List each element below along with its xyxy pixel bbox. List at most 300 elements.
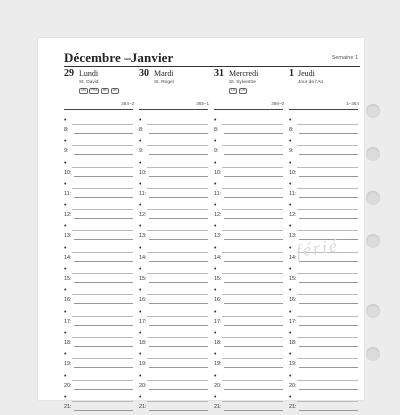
half-hour-bullet: • — [289, 180, 292, 188]
day-count: 365–1 — [196, 101, 209, 106]
hour-line — [149, 367, 208, 368]
hour-label: 21: — [289, 403, 297, 410]
hour-slot[interactable] — [64, 117, 133, 138]
hour-slot[interactable] — [64, 309, 133, 330]
hour-label: 16: — [289, 297, 297, 304]
hour-slot[interactable] — [214, 351, 283, 372]
day-number: 1 — [289, 68, 294, 79]
hour-line — [224, 346, 283, 347]
hour-label: 16: — [214, 297, 222, 304]
half-hour-line — [147, 145, 208, 146]
half-hour-bullet: • — [64, 351, 67, 359]
half-hour-bullet: • — [64, 308, 67, 316]
hour-slot[interactable] — [139, 117, 208, 138]
hour-label: 17: — [64, 318, 72, 325]
hour-line — [299, 133, 358, 134]
half-hour-line — [147, 401, 208, 402]
hour-line — [224, 282, 283, 283]
hour-line — [224, 133, 283, 134]
hour-label: 11: — [214, 190, 222, 197]
hour-line — [224, 325, 283, 326]
hour-label: 13: — [289, 233, 297, 240]
country-badge: LU — [231, 88, 236, 92]
hour-slot[interactable] — [64, 394, 133, 415]
hour-slot[interactable] — [139, 160, 208, 181]
hour-slot[interactable] — [64, 351, 133, 372]
half-hour-bullet: • — [214, 223, 217, 231]
hour-label: 13: — [64, 233, 72, 240]
diary-page — [38, 38, 364, 410]
half-hour-bullet: • — [64, 266, 67, 274]
hour-label: 13: — [139, 233, 147, 240]
half-hour-line — [72, 230, 133, 231]
half-hour-line — [72, 188, 133, 189]
binder-hole — [366, 191, 380, 205]
hour-line — [74, 239, 133, 240]
time-slots — [289, 117, 358, 415]
half-hour-bullet: • — [139, 244, 142, 252]
half-hour-bullet: • — [214, 287, 217, 295]
day-header — [64, 68, 136, 114]
hour-line — [299, 154, 358, 155]
half-hour-line — [222, 273, 283, 274]
hour-slot[interactable] — [289, 373, 358, 394]
half-hour-line — [222, 337, 283, 338]
half-hour-line — [72, 167, 133, 168]
hour-label: 21: — [64, 403, 72, 410]
hour-label: 11: — [64, 190, 72, 197]
half-hour-bullet: • — [139, 393, 142, 401]
hour-slot[interactable] — [214, 309, 283, 330]
hour-label: 12: — [64, 212, 72, 219]
day-column — [214, 68, 286, 408]
day-divider — [289, 109, 358, 110]
week-number: Semaine 1 — [331, 55, 358, 61]
holiday-watermark: férié — [294, 235, 341, 261]
half-hour-bullet: • — [289, 202, 292, 210]
binder-hole — [366, 347, 380, 361]
hour-line — [149, 303, 208, 304]
half-hour-bullet: • — [139, 287, 142, 295]
binder-hole — [366, 147, 380, 161]
hour-slot[interactable] — [289, 181, 358, 202]
hour-label: 9: — [139, 148, 144, 155]
half-hour-bullet: • — [289, 244, 292, 252]
hour-line — [224, 303, 283, 304]
hour-slot[interactable] — [139, 351, 208, 372]
hour-line — [299, 303, 358, 304]
half-hour-line — [297, 188, 358, 189]
half-hour-line — [297, 273, 358, 274]
day-header — [139, 68, 211, 114]
half-hour-line — [147, 380, 208, 381]
country-badge: DE — [112, 88, 118, 92]
saint-name: St. Sylvestre — [229, 80, 256, 85]
hour-slot[interactable] — [289, 202, 358, 223]
hour-line — [149, 346, 208, 347]
half-hour-line — [297, 401, 358, 402]
hour-slot[interactable] — [214, 330, 283, 351]
hour-slot[interactable] — [214, 287, 283, 308]
holiday-badges — [229, 88, 249, 94]
half-hour-line — [297, 209, 358, 210]
hour-line — [149, 197, 208, 198]
page-title: Décembre –Janvier — [64, 50, 174, 65]
hour-label: 16: — [64, 297, 72, 304]
hour-label: 8: — [214, 127, 219, 133]
half-hour-line — [222, 316, 283, 317]
hour-line — [224, 367, 283, 368]
half-hour-bullet: • — [214, 372, 217, 380]
hour-line — [299, 346, 358, 347]
half-hour-bullet: • — [139, 202, 142, 210]
half-hour-bullet: • — [214, 117, 217, 124]
hour-slot[interactable] — [214, 117, 283, 138]
half-hour-line — [147, 167, 208, 168]
saint-name: St. David — [79, 80, 99, 85]
half-hour-line — [222, 358, 283, 359]
hour-label: 10: — [64, 169, 72, 176]
half-hour-line — [222, 145, 283, 146]
hour-line — [299, 389, 358, 390]
day-number: 31 — [214, 68, 224, 79]
day-divider — [64, 109, 133, 110]
hour-slot[interactable] — [214, 373, 283, 394]
half-hour-bullet: • — [64, 223, 67, 231]
half-hour-bullet: • — [289, 159, 292, 167]
day-name: Mercredi — [229, 69, 259, 78]
hour-label: 12: — [139, 212, 147, 219]
hour-line — [149, 282, 208, 283]
hour-label: 18: — [139, 339, 147, 346]
hour-line — [74, 346, 133, 347]
half-hour-bullet: • — [289, 329, 292, 337]
half-hour-line — [147, 294, 208, 295]
hour-slot[interactable] — [289, 266, 358, 287]
hour-slot[interactable] — [214, 181, 283, 202]
hour-label: 18: — [64, 339, 72, 346]
day-number: 29 — [64, 68, 74, 79]
hour-line — [299, 367, 358, 368]
hour-slot[interactable] — [139, 309, 208, 330]
hour-slot[interactable] — [139, 245, 208, 266]
hour-slot[interactable] — [64, 330, 133, 351]
hour-label: 8: — [139, 127, 144, 133]
hour-label: 18: — [214, 339, 222, 346]
hour-label: 19: — [214, 361, 222, 368]
hour-slot[interactable] — [64, 373, 133, 394]
time-slots — [139, 117, 208, 415]
half-hour-line — [222, 167, 283, 168]
half-hour-bullet: • — [64, 159, 67, 167]
hour-label: 10: — [214, 169, 222, 176]
day-name: Jeudi — [298, 69, 315, 78]
half-hour-line — [147, 209, 208, 210]
half-hour-line — [222, 188, 283, 189]
hour-line — [224, 218, 283, 219]
hour-label: 10: — [139, 169, 147, 176]
hour-slot[interactable] — [139, 330, 208, 351]
hour-slot[interactable] — [139, 181, 208, 202]
day-column — [64, 68, 136, 408]
day-count: 1–364 — [346, 101, 359, 106]
hour-line — [149, 410, 208, 411]
half-hour-bullet: • — [64, 180, 67, 188]
country-badge: BE — [102, 88, 108, 92]
hour-slot[interactable] — [214, 394, 283, 415]
day-name: Lundi — [79, 69, 99, 78]
hour-label: 20: — [289, 382, 297, 389]
half-hour-line — [72, 401, 133, 402]
hour-line — [149, 261, 208, 262]
binder-holes — [366, 0, 382, 400]
half-hour-line — [222, 252, 283, 253]
half-hour-bullet: • — [64, 202, 67, 210]
half-hour-bullet: • — [289, 372, 292, 380]
half-hour-line — [72, 358, 133, 359]
hour-slot[interactable] — [214, 266, 283, 287]
half-hour-bullet: • — [139, 117, 142, 124]
hour-line — [149, 154, 208, 155]
hour-slot[interactable] — [289, 117, 358, 138]
hour-label: 9: — [214, 148, 219, 155]
half-hour-line — [147, 124, 208, 125]
hour-label: 19: — [64, 361, 72, 368]
hour-label: 11: — [289, 190, 297, 197]
hour-line — [149, 176, 208, 177]
hour-line — [299, 325, 358, 326]
hour-slot[interactable] — [214, 160, 283, 181]
day-header — [214, 68, 286, 114]
country-badge: GB — [81, 88, 86, 92]
hour-line — [74, 133, 133, 134]
hour-slot[interactable] — [139, 202, 208, 223]
half-hour-line — [297, 380, 358, 381]
hour-line — [74, 154, 133, 155]
hour-slot[interactable] — [289, 351, 358, 372]
hour-label: 13: — [214, 233, 222, 240]
half-hour-line — [297, 294, 358, 295]
half-hour-bullet: • — [139, 223, 142, 231]
half-hour-bullet: • — [139, 308, 142, 316]
hour-slot[interactable] — [64, 202, 133, 223]
half-hour-bullet: • — [214, 244, 217, 252]
hour-label: 15: — [214, 276, 222, 283]
hour-label: 20: — [139, 382, 147, 389]
half-hour-line — [297, 230, 358, 231]
half-hour-line — [72, 273, 133, 274]
hour-line — [149, 389, 208, 390]
hour-label: 8: — [289, 127, 294, 133]
half-hour-bullet: • — [139, 329, 142, 337]
hour-slot[interactable] — [139, 287, 208, 308]
hour-slot[interactable] — [289, 394, 358, 415]
half-hour-line — [297, 337, 358, 338]
hour-slot[interactable] — [214, 245, 283, 266]
half-hour-bullet: • — [64, 138, 67, 146]
half-hour-line — [72, 145, 133, 146]
hour-label: 21: — [139, 403, 147, 410]
half-hour-bullet: • — [64, 244, 67, 252]
hour-label: 8: — [64, 127, 69, 133]
hour-label: 14: — [214, 254, 222, 261]
day-divider — [214, 109, 283, 110]
hour-slot[interactable] — [139, 223, 208, 244]
hour-line — [299, 218, 358, 219]
half-hour-line — [222, 124, 283, 125]
hour-slot[interactable] — [64, 181, 133, 202]
hour-slot[interactable] — [289, 309, 358, 330]
hour-slot[interactable] — [139, 138, 208, 159]
holiday-badges — [79, 88, 121, 94]
hour-slot[interactable] — [64, 138, 133, 159]
hour-slot[interactable] — [139, 266, 208, 287]
hour-slot[interactable] — [289, 138, 358, 159]
half-hour-bullet: • — [139, 180, 142, 188]
half-hour-line — [147, 188, 208, 189]
half-hour-bullet: • — [214, 351, 217, 359]
hour-label: 20: — [214, 382, 222, 389]
half-hour-line — [297, 167, 358, 168]
hour-line — [74, 303, 133, 304]
half-hour-bullet: • — [64, 287, 67, 295]
half-hour-bullet: • — [64, 329, 67, 337]
hour-slot[interactable] — [64, 223, 133, 244]
hour-label: 18: — [289, 339, 297, 346]
half-hour-bullet: • — [64, 393, 67, 401]
half-hour-bullet: • — [289, 138, 292, 146]
half-hour-bullet: • — [214, 138, 217, 146]
hour-label: 12: — [289, 212, 297, 219]
half-hour-bullet: • — [139, 351, 142, 359]
half-hour-line — [222, 401, 283, 402]
half-hour-bullet: • — [289, 351, 292, 359]
hour-line — [149, 325, 208, 326]
hour-slot[interactable] — [64, 160, 133, 181]
hour-slot[interactable] — [289, 287, 358, 308]
hour-line — [74, 367, 133, 368]
hour-line — [74, 218, 133, 219]
day-number: 30 — [139, 68, 149, 79]
half-hour-bullet: • — [64, 117, 67, 124]
half-hour-bullet: • — [289, 287, 292, 295]
half-hour-bullet: • — [139, 266, 142, 274]
hour-line — [224, 389, 283, 390]
binder-hole — [366, 234, 380, 248]
half-hour-bullet: • — [214, 202, 217, 210]
hour-label: 17: — [139, 318, 147, 325]
hour-slot[interactable] — [289, 160, 358, 181]
hour-line — [74, 282, 133, 283]
hour-line — [224, 197, 283, 198]
half-hour-line — [147, 316, 208, 317]
hour-line — [299, 282, 358, 283]
half-hour-bullet: • — [289, 117, 292, 124]
hour-line — [224, 154, 283, 155]
hour-label: 15: — [139, 276, 147, 283]
half-hour-line — [147, 252, 208, 253]
hour-label: 16: — [139, 297, 147, 304]
time-slots — [64, 117, 133, 415]
hour-label: 17: — [214, 318, 222, 325]
half-hour-line — [297, 145, 358, 146]
hour-line — [224, 176, 283, 177]
hour-line — [74, 261, 133, 262]
hour-line — [149, 239, 208, 240]
country-badge: CH — [240, 88, 246, 92]
hour-label: 19: — [139, 361, 147, 368]
half-hour-bullet: • — [214, 308, 217, 316]
hour-label: 19: — [289, 361, 297, 368]
half-hour-bullet: • — [214, 180, 217, 188]
hour-label: 15: — [289, 276, 297, 283]
hour-line — [299, 410, 358, 411]
half-hour-line — [72, 252, 133, 253]
hour-line — [74, 410, 133, 411]
half-hour-bullet: • — [289, 266, 292, 274]
binder-hole — [366, 104, 380, 118]
day-header — [289, 68, 361, 114]
hour-slot[interactable] — [139, 394, 208, 415]
half-hour-bullet: • — [289, 393, 292, 401]
half-hour-line — [147, 273, 208, 274]
hour-label: 14: — [289, 254, 297, 261]
half-hour-line — [147, 337, 208, 338]
half-hour-line — [222, 209, 283, 210]
hour-line — [74, 197, 133, 198]
binder-hole — [366, 304, 380, 318]
half-hour-line — [297, 316, 358, 317]
half-hour-line — [72, 124, 133, 125]
hour-line — [224, 261, 283, 262]
half-hour-line — [147, 230, 208, 231]
hour-slot[interactable] — [214, 202, 283, 223]
half-hour-bullet: • — [289, 223, 292, 231]
hour-label: 10: — [289, 169, 297, 176]
hour-slot[interactable] — [64, 266, 133, 287]
hour-line — [149, 133, 208, 134]
half-hour-line — [72, 209, 133, 210]
page-header — [64, 50, 360, 67]
saint-name: Jour de l'An — [298, 80, 324, 85]
hour-slot[interactable] — [64, 245, 133, 266]
hour-label: 9: — [64, 148, 69, 155]
hour-slot[interactable] — [139, 373, 208, 394]
hour-slot[interactable] — [289, 330, 358, 351]
hour-line — [74, 389, 133, 390]
day-column — [139, 68, 211, 408]
day-divider — [139, 109, 208, 110]
half-hour-line — [222, 230, 283, 231]
half-hour-line — [72, 316, 133, 317]
day-name: Mardi — [154, 69, 174, 78]
saint-name: St. Roger — [154, 80, 175, 85]
hour-line — [224, 410, 283, 411]
half-hour-line — [72, 380, 133, 381]
half-hour-bullet: • — [214, 393, 217, 401]
half-hour-line — [222, 380, 283, 381]
half-hour-bullet: • — [139, 138, 142, 146]
hour-slot[interactable] — [214, 138, 283, 159]
hour-slot[interactable] — [64, 287, 133, 308]
hour-label: 17: — [289, 318, 297, 325]
hour-line — [74, 325, 133, 326]
hour-label: 14: — [64, 254, 72, 261]
hour-line — [74, 176, 133, 177]
half-hour-bullet: • — [214, 329, 217, 337]
hour-slot[interactable] — [214, 223, 283, 244]
hour-label: 14: — [139, 254, 147, 261]
